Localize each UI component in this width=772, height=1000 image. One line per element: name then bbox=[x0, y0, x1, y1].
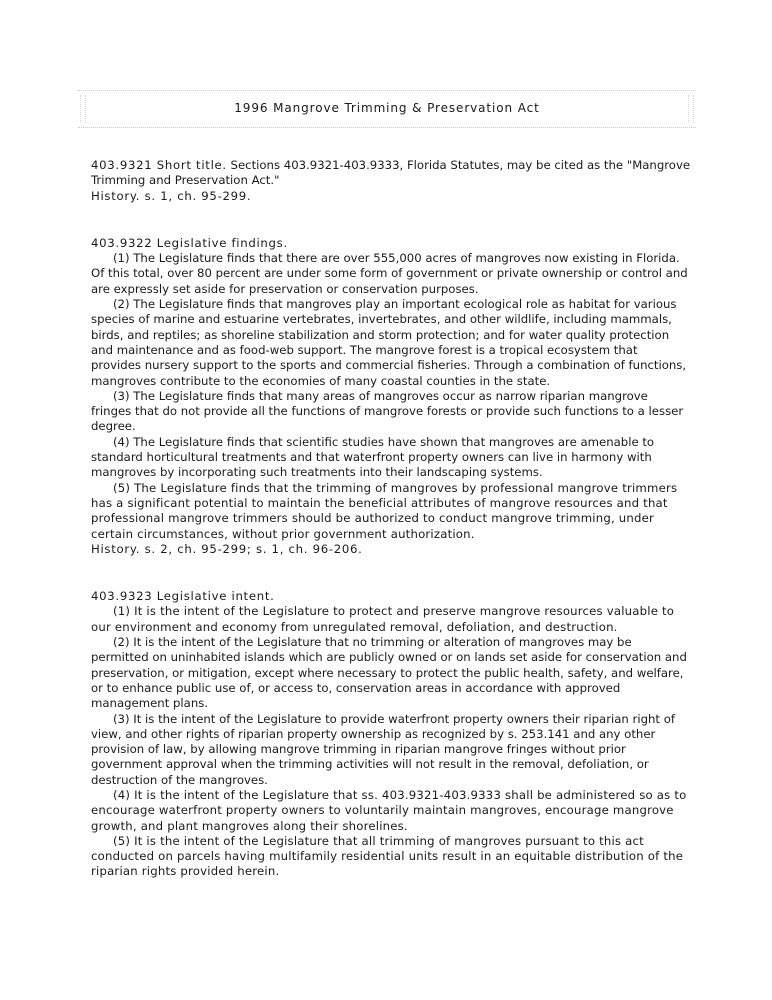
section-heading: 403.9321 Short title. bbox=[91, 158, 227, 172]
paragraph: (1) It is the intent of the Legislature to protect and preserve mangrove resources valuable to our environment and economy from unregulated removal, defoliation, and destruction. bbox=[91, 604, 675, 634]
document-title: 1996 Mangrove Trimming & Preservation Act bbox=[234, 101, 540, 115]
paragraph: (3) The Legislature finds that many areas of mangroves occur as narrow riparian mangrove fringes that do not provide all the functions of mangrove forests or provide such functions to a lesser degree. bbox=[91, 388, 684, 434]
document-header bbox=[78, 90, 696, 128]
section-legislative-findings bbox=[91, 236, 691, 557]
section-body-text: Sections 403.9321-403.9333, Florida Statutes, may be cited as the "Mangrove Trimming and Preservation Act." bbox=[91, 158, 691, 188]
section-legislative-intent bbox=[91, 589, 691, 880]
paragraph: (5) The Legislature finds that the trimming of mangroves by professional mangrove trimmers has a significant potential to maintain the beneficial attributes of mangrove resources and that professional mangrove trimmers should be authorized to conduct mangrove trimming, under certain circumstances, without prior government authorization. bbox=[91, 480, 678, 541]
paragraph: (4) It is the intent of the Legislature that ss. 403.9321-403.9333 shall be administered so as to encourage waterfront property owners to voluntarily maintain mangroves, encourage mangrove growth, and plant mangroves along their shorelines. bbox=[91, 787, 687, 833]
paragraph: (2) The Legislature finds that mangroves play an important ecological role as habitat for various species of marine and estuarine vertebrates, invertebrates, and other wildlife, including mammals, birds, and reptiles; as shoreline stabilization and storm protection; and for water quality protection and maintenance and as food-web support. The mangrove forest is a tropical ecosystem that provides nursery support to the sports and commercial fisheries. Through a combination of functions, mangroves contribute to the economies of many coastal counties in the state. bbox=[91, 297, 687, 388]
paragraph: (4) The Legislature finds that scientific studies have shown that mangroves are amenable to standard horticultural treatments and that waterfront property owners can live in harmony with mangroves by incorporating such treatments into their landscaping systems. bbox=[91, 434, 655, 480]
section-history: History. s. 2, ch. 95-299; s. 1, ch. 96-206. bbox=[91, 541, 363, 556]
section-heading: 403.9323 Legislative intent. bbox=[91, 589, 275, 604]
document-body bbox=[91, 158, 691, 912]
paragraph: (3) It is the intent of the Legislature to provide waterfront property owners their riparian right of view, and other rights of riparian property ownership as recognized by s. 253.141 and any other provision of law, by allowing mangrove trimming in riparian mangrove fringes without prior government approval when the trimming activities will not result in the removal, defoliation, or destruction of the mangroves. bbox=[91, 711, 675, 787]
section-short-title bbox=[91, 158, 691, 204]
paragraph: (5) It is the intent of the Legislature that all trimming of mangroves pursuant to this act conducted on parcels having multifamily residential units result in an equitable distribution of the riparian rights provided herein. bbox=[91, 833, 684, 879]
paragraph: (1) The Legislature finds that there are over 555,000 acres of mangroves now existing in Florida. Of this total, over 80 percent are under some form of government or private ownership or control and are expressly set aside for preservation or conservation purposes. bbox=[91, 251, 688, 296]
paragraph: (2) It is the intent of the Legislature that no trimming or alteration of mangroves may be permitted on uninhabited islands which are publicly owned or on lands set aside for conservation and preservation, or mitigation, except where necessary to protect the public health, safety, and welfare, or to enhance public use of, or access to, conservation areas in accordance with approved management plans. bbox=[91, 635, 687, 711]
section-history: History. s. 1, ch. 95-299. bbox=[91, 188, 252, 203]
section-heading: 403.9322 Legislative findings. bbox=[91, 235, 288, 250]
